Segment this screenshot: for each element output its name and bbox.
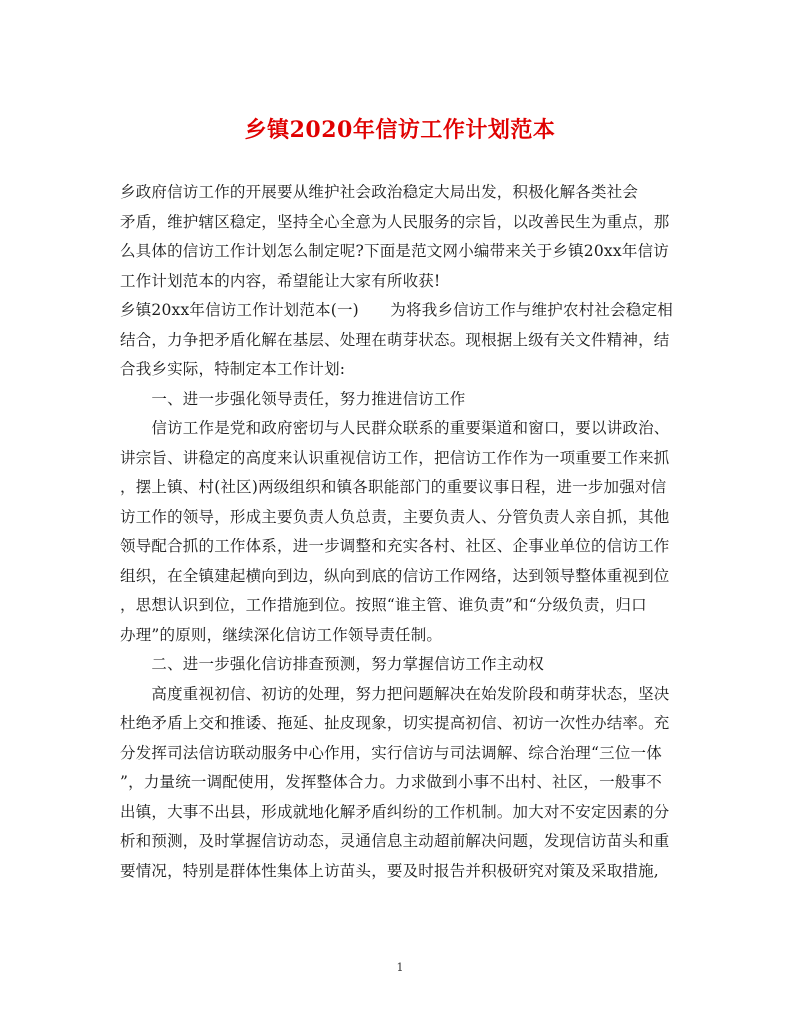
body-text-line: 领导配合抓的工作体系，进一步调整和充实各村、社区、企事业单位的信访工作 [120, 537, 670, 555]
body-text-line: 结合，力争把矛盾化解在基层、处理在萌芽状态。现根据上级有关文件精神，结 [120, 330, 670, 349]
body-text-line: 析和预测，及时掌握信访动态，灵通信息主动超前解决问题，发现信访苗头和重 [120, 832, 670, 850]
body-text-line: 要情况，特别是群体性集体上访苗头，要及时报告并积极研究对策及采取措施, [120, 861, 659, 880]
body-text-line: 矛盾，维护辖区稳定，坚持全心全意为人民服务的宗旨，以改善民生为重点，那 [120, 212, 670, 231]
body-text-line: 办理”的原则，继续深化信访工作领导责任制。 [120, 625, 443, 644]
body-text-line: 高度重视初信、初访的处理，努力把问题解决在始发阶段和萌芽状态，坚决 [120, 684, 670, 703]
body-text-line: 工作计划范本的内容，希望能让大家有所收获! [120, 271, 441, 290]
body-text-line: 么具体的信访工作计划怎么制定呢?下面是范文网小编带来关于乡镇20xx年信访 [120, 242, 669, 260]
body-text-line: 乡政府信访工作的开展要从维护社会政治稳定大局出发，积极化解各类社会 [120, 183, 639, 201]
page-number: 1 [396, 961, 404, 974]
body-text-line: 出镇，大事不出县，形成就地化解矛盾纠纷的工作机制。加大对不安定因素的分 [120, 802, 670, 821]
document-title: 乡镇2020年信访工作计划范本 [244, 117, 556, 143]
body-text-line: ，摆上镇、村(社区)两级组织和镇各职能部门的重要议事日程，进一步加强对信 [120, 478, 667, 496]
body-text-line: 讲宗旨、讲稳定的高度来认识重视信访工作，把信访工作作为一项重要工作来抓 [120, 448, 670, 467]
body-text-line: 合我乡实际，特制定本工作计划: [120, 360, 346, 378]
body-text-line: 二、进一步强化信访排查预测，努力掌握信访工作主动权 [120, 655, 544, 673]
body-text-line: 组织，在全镇建起横向到边，纵向到底的信访工作网络，达到领导整体重视到位 [120, 566, 670, 585]
body-text-line: 访工作的领导，形成主要负责人负总责，主要负责人、分管负责人亲自抓，其他 [120, 507, 670, 526]
body-text-line: 杜绝矛盾上交和推诿、拖延、扯皮现象，切实提高初信、初访一次性办结率。充 [120, 714, 670, 732]
body-text-line: 分发挥司法信访联动服务中心作用，实行信访与司法调解、综合治理“三位一体 [120, 743, 662, 762]
body-text-line: ”，力量统一调配使用，发挥整体合力。力求做到小事不出村、社区，一般事不 [120, 773, 662, 791]
body-text-line: 信访工作是党和政府密切与人民群众联系的重要渠道和窗口，要以讲政治、 [120, 419, 670, 437]
body-text-line: ，思想认识到位，工作措施到位。按照“谁主管、谁负责”和“分级负责，归口 [120, 596, 647, 614]
body-text-line: 一、进一步强化领导责任，努力推进信访工作 [120, 389, 466, 408]
body-text-line: 乡镇20xx年信访工作计划范本(一) 为将我乡信访工作与维护农村社会稳定相 [120, 301, 673, 319]
